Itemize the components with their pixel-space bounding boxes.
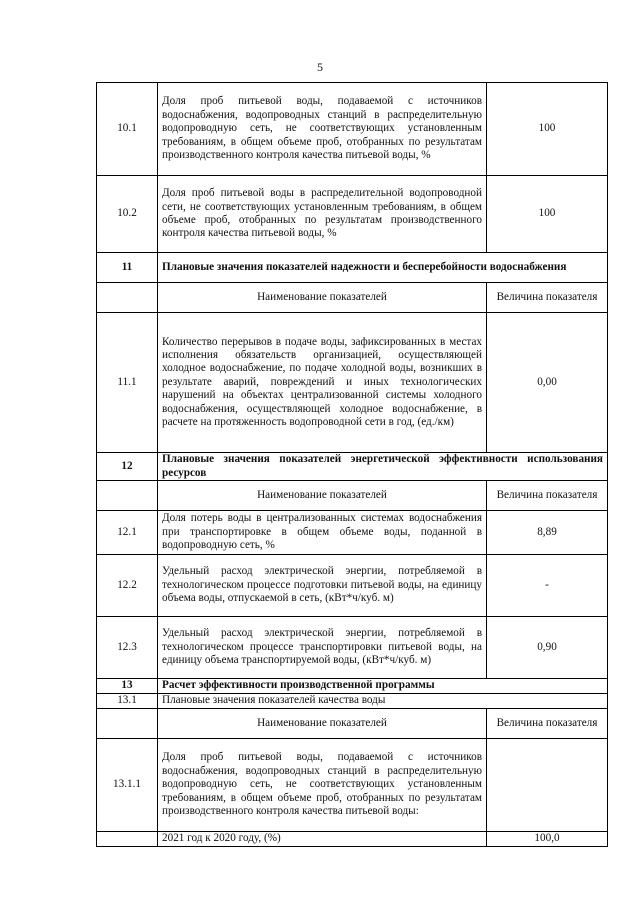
section-number: 11 — [97, 253, 158, 283]
section-number: 12 — [97, 453, 158, 481]
column-header-name: Наименование показателей — [158, 283, 487, 313]
indicator-text: Количество перерывов в подаче воды, зафиксированных в местах исполнения обязательств организацией, осуществляющей холодное водоснабжение, по подаче холодной воды, возникших в результате аварий, повреждений и иных технологических нарушений на объектах централизованной системы холодного водоснабжения, осуществляющей холодное водоснабжение, в расчете на протяженность водопроводной сети в год, (ед./км) — [158, 313, 487, 453]
row-number: 10.2 — [97, 176, 158, 253]
indicator-text: Доля проб питьевой воды, подаваемой с источников водоснабжения, водопроводных станций в распределительную водопроводную сеть, не соответствующих установленным требованиям, в общем объеме проб, отобранных по результатам производственного контроля качества питьевой воды, % — [158, 83, 487, 176]
indicator-value: 100,0 — [487, 832, 608, 847]
row-number: 10.1 — [97, 83, 158, 176]
empty-cell — [97, 283, 158, 313]
row-number: 12.3 — [97, 617, 158, 679]
table-row — [97, 313, 608, 453]
column-header-value: Величина показателя — [487, 481, 608, 511]
table-row — [97, 511, 608, 555]
table-row — [97, 832, 608, 847]
empty-cell — [97, 709, 158, 739]
indicator-text: Доля проб питьевой воды в распределительной водопроводной сети, не соответствующих установленным требованиям, в общем объеме проб, отобранных по результатам производственного контроля качества питьевой воды, % — [158, 176, 487, 253]
indicator-value: 8,89 — [487, 511, 608, 555]
row-number: 13.1.1 — [97, 739, 158, 832]
indicator-text: Доля проб питьевой воды, подаваемой с источников водоснабжения, водопроводных станций в распределительную водопроводную сеть, не соответствующих установленным требованиям, в общем объеме проб, отобранных по результатам производственного контроля качества питьевой воды: — [158, 739, 487, 832]
indicators-table — [96, 82, 608, 847]
indicator-value: 100 — [487, 83, 608, 176]
subsection-title: Плановые значения показателей качества воды — [158, 694, 608, 709]
indicator-value — [487, 739, 608, 832]
indicator-text: 2021 год к 2020 году, (%) — [158, 832, 487, 847]
table-row — [97, 739, 608, 832]
indicator-value: 0,00 — [487, 313, 608, 453]
column-header-name: Наименование показателей — [158, 481, 487, 511]
table-row — [97, 176, 608, 253]
row-number: 12.2 — [97, 555, 158, 617]
indicator-text: Удельный расход электрической энергии, потребляемой в технологическом процессе подготовки питьевой воды, на единицу объема воды, отпускаемой в сеть, (кВт*ч/куб. м) — [158, 555, 487, 617]
table-row — [97, 617, 608, 679]
section-title: Расчет эффективности производственной программы — [158, 679, 608, 694]
header-row — [97, 709, 608, 739]
column-header-value: Величина показателя — [487, 709, 608, 739]
empty-cell — [97, 481, 158, 511]
indicator-value: 100 — [487, 176, 608, 253]
section-row — [97, 253, 608, 283]
page-number: 5 — [317, 60, 323, 74]
row-number — [97, 832, 158, 847]
subsection-number: 13.1 — [97, 694, 158, 709]
column-header-name: Наименование показателей — [158, 709, 487, 739]
section-number: 13 — [97, 679, 158, 694]
section-row — [97, 453, 608, 481]
table-row — [97, 83, 608, 176]
section-title: Плановые значения показателей надежности и бесперебойности водоснабжения — [158, 253, 608, 283]
indicator-value: 0,90 — [487, 617, 608, 679]
section-title: Плановые значения показателей энергетической эффективности использования ресурсов — [158, 453, 608, 481]
header-row — [97, 481, 608, 511]
section-row — [97, 679, 608, 694]
header-row — [97, 283, 608, 313]
row-number: 11.1 — [97, 313, 158, 453]
subsection-row — [97, 694, 608, 709]
indicator-value: - — [487, 555, 608, 617]
column-header-value: Величина показателя — [487, 283, 608, 313]
indicator-text: Доля потерь воды в централизованных системах водоснабжения при транспортировке в общем объеме воды, поданной в водопроводную сеть, % — [158, 511, 487, 555]
indicator-text: Удельный расход электрической энергии, потребляемой в технологическом процессе транспортировки питьевой воды, на единицу объема транспортируемой воды, (кВт*ч/куб. м) — [158, 617, 487, 679]
table-row — [97, 555, 608, 617]
row-number: 12.1 — [97, 511, 158, 555]
